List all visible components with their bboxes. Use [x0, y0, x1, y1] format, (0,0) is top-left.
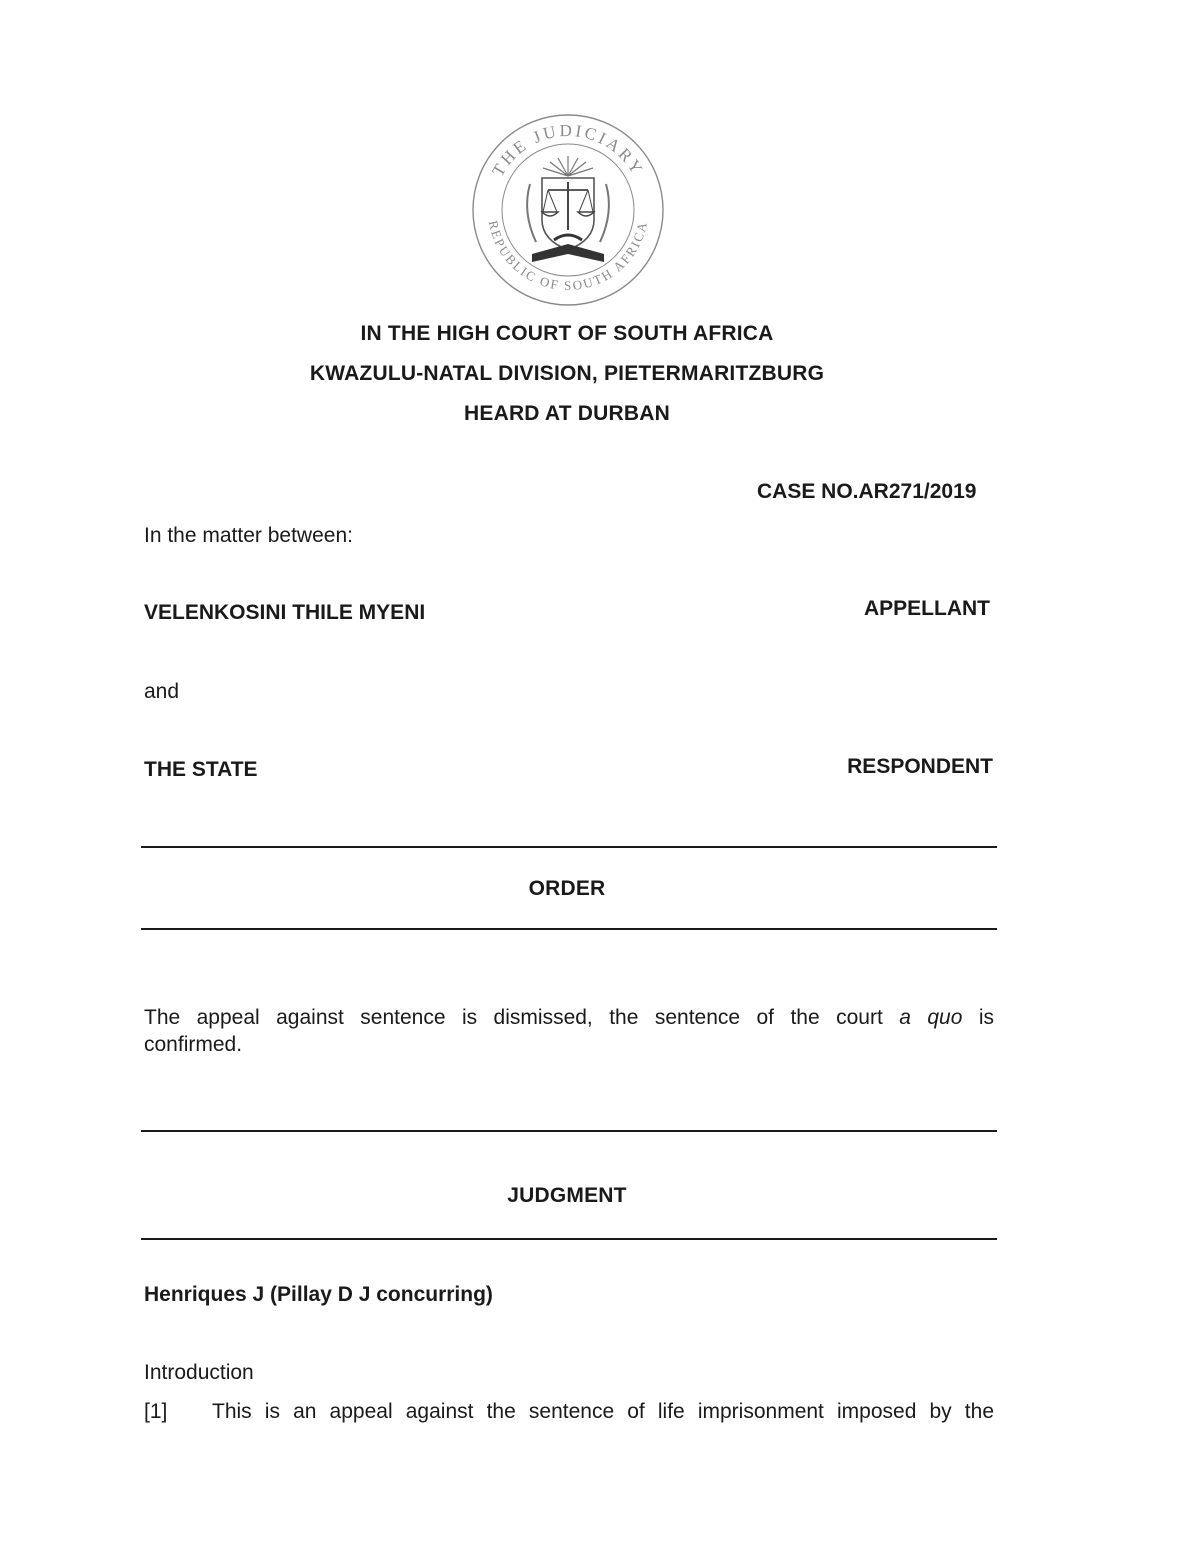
order-text-part1: The appeal against sentence is dismissed, the sentence of the court — [144, 1006, 900, 1029]
and-text: and — [144, 680, 180, 703]
judgment-heading: JUDGMENT — [507, 1184, 627, 1207]
paragraph-number: [1] — [144, 1400, 168, 1423]
appellant-role: APPELLANT — [864, 597, 990, 620]
judgment-author: Henriques J (Pillay D J concurring) — [144, 1283, 493, 1306]
svg-text:THE JUDICIARY: THE JUDICIARY — [488, 120, 648, 180]
judgment-bottom-rule — [141, 1238, 997, 1240]
judiciary-seal-icon — [470, 112, 666, 308]
case-number: CASE NO.AR271/2019 — [757, 480, 977, 503]
matter-between-label: In the matter between: — [144, 524, 353, 547]
paragraph-1-text: This is an appeal against the sentence of life imprisonment imposed by the — [212, 1400, 994, 1423]
paragraph-1 — [144, 1400, 994, 1424]
respondent-role: RESPONDENT — [847, 755, 993, 778]
section-introduction: Introduction — [144, 1361, 254, 1384]
order-text — [144, 1004, 994, 1058]
order-text-part2: is — [962, 1006, 994, 1029]
appellant-name: VELENKOSINI THILE MYENI — [144, 601, 426, 624]
svg-text:REPUBLIC OF SOUTH AFRICA: REPUBLIC OF SOUTH AFRICA — [485, 219, 651, 294]
order-bottom-rule — [141, 928, 997, 930]
judgment-top-rule — [141, 1130, 997, 1132]
court-name-heading: IN THE HIGH COURT OF SOUTH AFRICA — [360, 322, 774, 345]
order-top-rule — [141, 846, 997, 848]
respondent-name: THE STATE — [144, 758, 258, 781]
order-heading: ORDER — [528, 877, 606, 900]
order-text-line2: confirmed. — [144, 1033, 243, 1056]
court-venue-heading: HEARD AT DURBAN — [464, 402, 670, 425]
order-text-line1 — [144, 1004, 994, 1031]
court-division-heading: KWAZULU-NATAL DIVISION, PIETERMARITZBURG — [309, 362, 825, 385]
order-text-italic: a quo — [899, 1006, 963, 1029]
